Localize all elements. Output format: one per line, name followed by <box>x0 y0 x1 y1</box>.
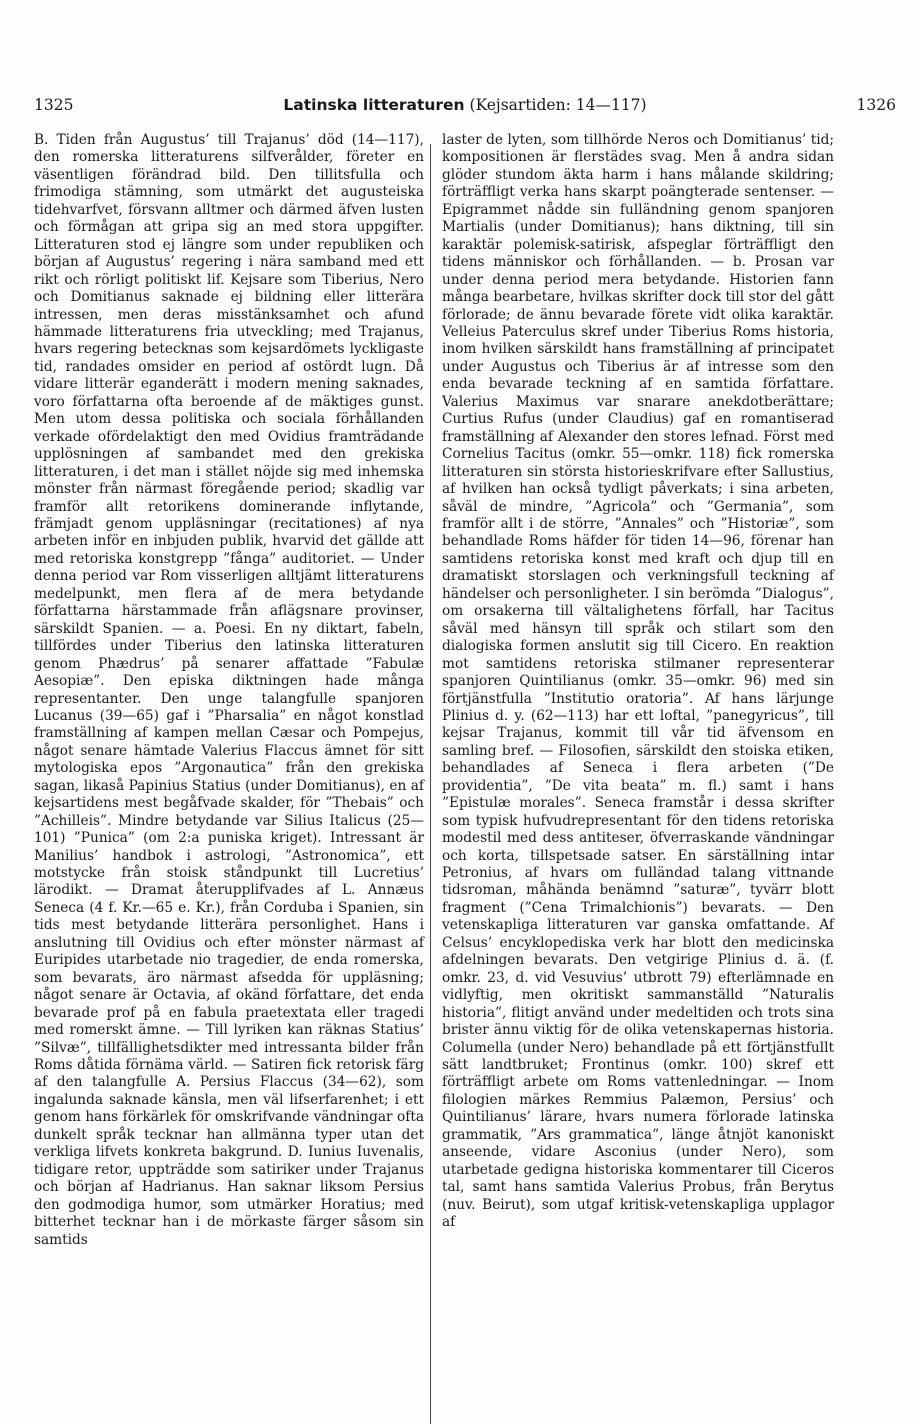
running-title-period: (Kejsartiden: 14—117) <box>469 96 647 114</box>
column-divider <box>430 144 431 1424</box>
right-page-number: 1326 <box>856 96 896 114</box>
left-column <box>34 132 424 1249</box>
running-title <box>34 96 896 114</box>
right-column-text: laster de lyten, som tillhörde Neros och Domitianus’ tid; kompositionen är flerstädes svag. Men å andra sidan glöder stundom äkta harm i hans målande skildring; förträffligt verka hans skarpt poängterade sentenser. — Epigrammet nådde sin fulländning genom spanjoren Martialis (under Domitianus); hans diktning, till sin karaktär polemisk-satirisk, afspeglar förträffligt den tidens människor och förhållanden. — b. Prosan var under denna period mera betydande. Historien fann många bearbetare, hvilkas skrifter dock till stor del gått förlorade; de ännu bevarade förete vidt olika karaktär. Velleius Paterculus skref under Tiberius Roms historia, inom hvilken särskildt hans framställning af principatet under Augustus och Tiberius är af intresse som den enda bevarade teckning af en samtida författare. Valerius Maximus var snarare anekdotberättare; Curtius Rufus (under Claudius) gaf en romantiserad framställning af Alexander den stores lefnad. Först med Cornelius Tacitus (omkr. 55—omkr. 118) fick romerska litteraturen sin största historieskrifvare efter Sallustius, af hvilken han också tydligt påverkats; i sina arbeten, såväl de mindre, ”Agricola” och ”Germania”, som framför allt i de större, ”Annales” och ”Historiæ”, som behandlade Roms häfder för tiden 14—96, förenar han samtidens retoriska konst med kraft och djup till en dramatiskt storslagen och verkningsfull teckning af händelser och personligheter. I sin berömda ”Dialogus”, om orsakerna till vältalighetens förfall, har Tacitus såväl med hänsyn till språk och stilart som den dialogiska formen anslutit sig till Cicero. En reaktion mot samtidens retoriska stilmaner representerar spanjoren Quintilianus (omkr. 35—omkr. 96) med sin förtjänstfulla ”Institutio oratoria”. Af hans lärjunge Plinius d. y. (62—113) har ett loftal, ”panegyricus”, till kejsar Trajanus, kommit till vår tid äfvensom en samling bref. — Filosofien, särskildt den stoiska etiken, behandlades af Seneca i flera arbeten (”De providentia”, ”De vita beata” m. fl.) samt i hans ”Epistulæ morales”. Seneca framstår i dessa skrifter som typisk hufvudrepresentant för den tidens retoriska modestil med dess antiteser, öfverraskande vändningar och korta, tillspetsade satser. En särställning intar Petronius, af hvars om fulländad talang vittnande tidsroman, måhända benämnd ”saturæ”, tyvärr blott fragment (”Cena Trimalchionis”) bevarats. — Den vetenskapliga litteraturen var ganska omfattande. Af Celsus’ encyklopediska verk har blott den medicinska afdelningen bevarats. Den vetgirige Plinius d. ä. (f. omkr. 23, d. vid Vesuvius’ utbrott 79) efterlämnade en vidlyftig, men okritiskt sammanställd ”Naturalis historia”, flitigt använd under medeltiden och trots sina brister ännu viktig för de olika vetenskapernas historia. Columella (under Nero) behandlade på ett förtjänstfullt sätt landtbruket; Frontinus (omkr. 100) skref ett förträffligt arbete om Roms vattenledningar. — Inom filologien märkes Remmius Palæmon, Persius’ och Quintilianus’ lärare, hvars numera förlorade latinska grammatik, ”Ars grammatica”, länge åtnjöt kanoniskt anseende, vidare Asconius (under Nero), som utarbetade gedigna historiska kommentarer till Ciceros tal, samt hans samtida Valerius Probus, från Berytus (nuv. Beirut), som utgaf kritisk-vetenskapliga upplagor af <box>442 132 834 1231</box>
right-column <box>442 132 834 1232</box>
page-header <box>34 96 896 120</box>
running-title-main: Latinska litteraturen <box>283 96 465 114</box>
left-page-number: 1325 <box>34 96 74 114</box>
left-column-text: B. Tiden från Augustus’ till Trajanus’ död (14—117), den romerska litteraturens silfverålder, företer en väsentligen förändrad bild. Den tillitsfulla och frimodiga stämning, som utmärkt det augusteiska tidehvarfvet, försvann alltmer och därmed äfven lusten och förmågan att gripa sig an med stora uppgifter. Litteraturen stod ej längre som under republiken och början af Augustus’ regering i nära samband med ett rikt och rörligt politiskt lif. Kejsare som Tiberius, Nero och Domitianus saknade ej bildning eller litterära intressen, men deras misstänksamhet och afund hämmade litteraturens fria utveckling; med Trajanus, hvars regering betecknas som kejsardömets lyckligaste tid, randades omsider en period af ostördt lugn. Då vidare litterär eganderätt i modern mening saknades, voro författarna ofta beroende af de mäktiges gunst. Men utom dessa politiska och sociala förhållanden verkade ofördelaktigt den med Ovidius framträdande upplösningen af sambandet med den grekiska litteraturen, i det man i stället nöjde sig med inhemska mönster från närmast föregående period; skadlig var framför allt retorikens dominerande inflytande, främjadt genom uppläsningar (recitationes) af nya arbeten inför en inbjuden publik, hvarvid det gällde att med retoriska konstgrepp ”fånga” auditoriet. — Under denna period var Rom visserligen alltjämt litteraturens medelpunkt, men flera af de mera betydande författarna härstammade från aflägsnare provinser, särskildt Spanien. — a. Poesi. En ny diktart, fabeln, tillfördes under Tiberius den latinska litteraturen genom Phædrus’ på senarer affattade ”Fabulæ Aesopiæ”. Den episka diktningen hade många representanter. Den unge talangfulle spanjoren Lucanus (39—65) gaf i ”Pharsalia” en något konstlad framställning af kampen mellan Cæsar och Pompejus, något senare hämtade Valerius Flaccus ämnet för sitt mytologiska epos ”Argonautica” från den grekiska sagan, likaså Papinius Statius (under Domitianus), en af kejsartidens mest begåfvade skalder, för ”Thebais” och ”Achilleis”. Mindre betydande var Silius Italicus (25—101) ”Punica” (om 2:a puniska kriget). Intressant är Manilius’ handbok i astrologi, ”Astronomica”, ett motstycke från stoisk ståndpunkt till Lucretius’ lärodikt. — Dramat återupplifvades af L. Annæus Seneca (4 f. Kr.—65 e. Kr.), från Corduba i Spanien, sin tids mest betydande litterära personlighet. Hans i anslutning till Ovidius och efter mönster närmast af Euripides utarbetade nio tragedier, de enda romerska, som bevarats, äro närmast afsedda för uppläsning; något senare är Octavia, af okänd författare, det enda bevarade prof på en fabula praetextata eller tragedi med romerskt ämne. — Till lyriken kan räknas Statius’ ”Silvæ”, tillfällighetsdikter med intressanta bilder från Roms dåtida förnäma värld. — Satiren fick retorisk färg af den talangfulle A. Persius Flaccus (34—62), som ingalunda saknade känsla, men väl lifserfarenhet; i ett genom hans förkärlek för omskrifvande vändningar ofta dunkelt språk tecknar han allmänna typer utan det verkliga lifvets konkreta bakgrund. D. Iunius Iuvenalis, tidigare retor, uppträdde som satiriker under Trajanus och början af Hadrianus. Han saknar liksom Persius den godmodiga humor, som utmärker Horatius; med bitterhet tecknar han i de mörkaste färger såsom sin samtids <box>34 132 424 1248</box>
